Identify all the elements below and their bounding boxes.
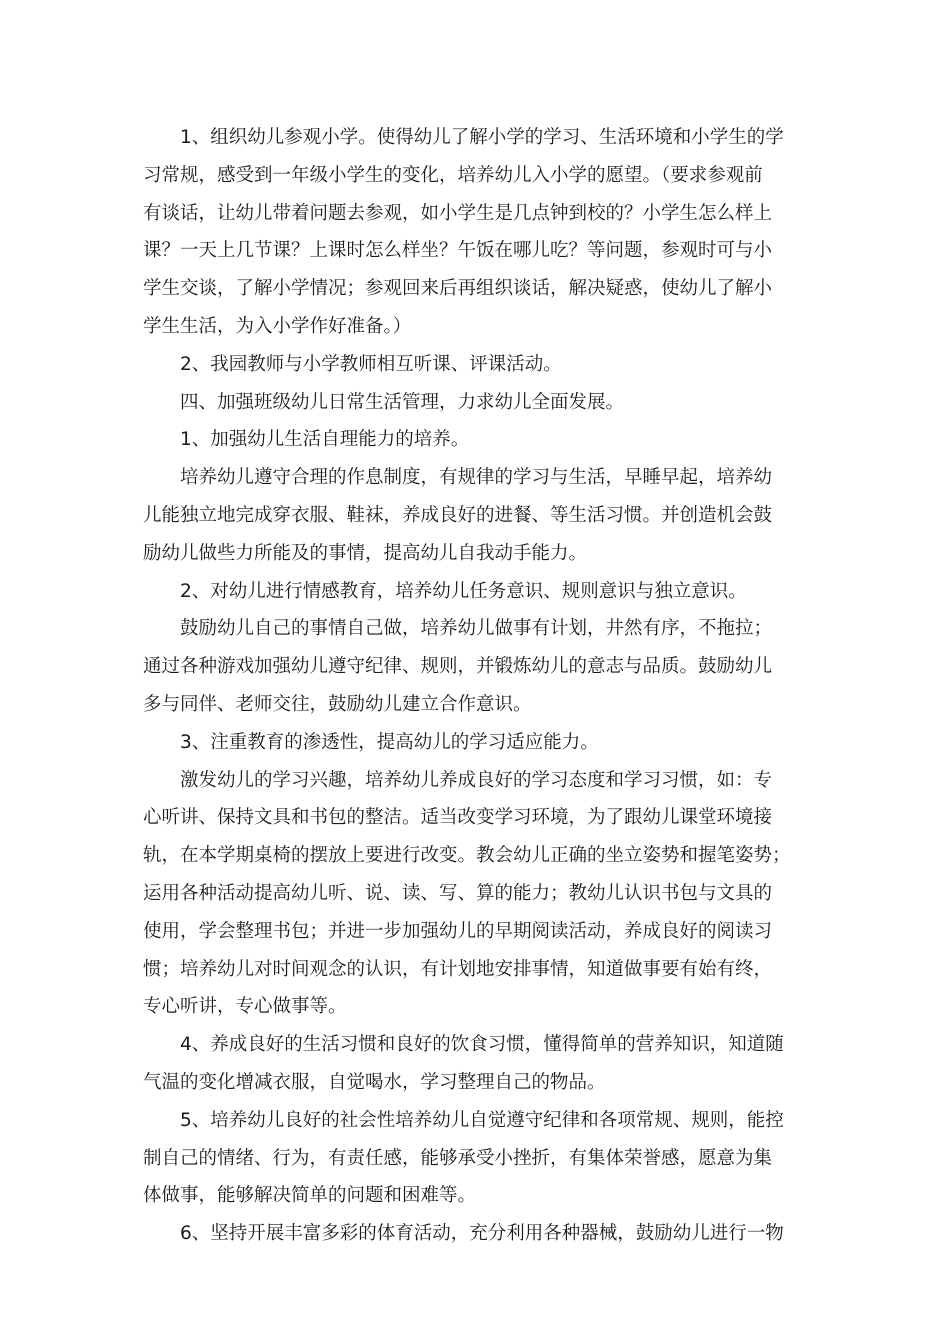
subheading: 2、对幼儿进行情感教育，培养幼儿任务意识、规则意识与独立意识。 xyxy=(180,580,747,602)
paragraph-line: 使用，学会整理书包；并进一步加强幼儿的早期阅读活动，养成良好的阅读习 xyxy=(143,920,773,942)
paragraph-line: 通过各种游戏加强幼儿遵守纪律、规则，并锻炼幼儿的意志与品质。鼓励幼儿 xyxy=(143,656,773,678)
paragraph-line: 2、我园教师与小学教师相互听课、评课活动。 xyxy=(180,353,562,375)
paragraph-line: 学生生活，为入小学作好准备。） xyxy=(143,315,412,337)
paragraph-line: 习常规，感受到一年级小学生的变化，培养幼儿入小学的愿望。（要求参观前 xyxy=(143,164,763,186)
paragraph-line: 培养幼儿遵守合理的作息制度，有规律的学习与生活，早睡早起，培养幼 xyxy=(180,467,773,489)
paragraph-line: 体做事，能够解决简单的问题和困难等。 xyxy=(143,1185,477,1207)
paragraph-line: 4、养成良好的生活习惯和良好的饮食习惯，懂得简单的营养知识，知道随 xyxy=(180,1034,784,1056)
paragraph-line: 多与同伴、老师交往，鼓励幼儿建立合作意识。 xyxy=(143,693,532,715)
paragraph-line: 制自己的情绪、行为，有责任感，能够承受小挫折，有集体荣誉感，愿意为集 xyxy=(143,1147,773,1169)
paragraph-line: 5、培养幼儿良好的社会性培养幼儿自觉遵守纪律和各项常规、规则，能控 xyxy=(180,1109,784,1131)
paragraph-line: 儿能独立地完成穿衣服、鞋袜，养成良好的进餐、等生活习惯。并创造机会鼓 xyxy=(143,504,773,526)
section-heading: 四、加强班级幼儿日常生活管理，力求幼儿全面发展。 xyxy=(180,391,625,413)
paragraph-line: 轨，在本学期桌椅的摆放上要进行改变。教会幼儿正确的坐立姿势和握笔姿势； xyxy=(143,845,791,867)
document-body xyxy=(143,119,813,1253)
paragraph-line: 鼓励幼儿自己的事情自己做，培养幼儿做事有计划，井然有序，不拖拉； xyxy=(180,618,773,640)
paragraph-line: 激发幼儿的学习兴趣，培养幼儿养成良好的学习态度和学习习惯，如：专 xyxy=(180,769,773,791)
paragraph-line: 有谈话，让幼儿带着问题去参观，如小学生是几点钟到校的？小学生怎么样上 xyxy=(143,202,773,224)
paragraph-line: 励幼儿做些力所能及的事情，提高幼儿自我动手能力。 xyxy=(143,542,588,564)
subheading: 3、注重教育的渗透性，提高幼儿的学习适应能力。 xyxy=(180,731,599,753)
paragraph-line: 课？一天上几节课？上课时怎么样坐？午饭在哪儿吃？等问题，参观时可与小 xyxy=(143,240,773,262)
paragraph-line: 6、坚持开展丰富多彩的体育活动，充分利用各种器械，鼓励幼儿进行一物 xyxy=(180,1223,784,1245)
paragraph-line: 心听讲、保持文具和书包的整洁。适当改变学习环境，为了跟幼儿课堂环境接 xyxy=(143,807,773,829)
paragraph-line: 专心听讲，专心做事等。 xyxy=(143,996,347,1018)
paragraph-line: 运用各种活动提高幼儿听、说、读、写、算的能力；教幼儿认识书包与文具的 xyxy=(143,882,773,904)
paragraph-line: 1、组织幼儿参观小学。使得幼儿了解小学的学习、生活环境和小学生的学 xyxy=(180,127,784,148)
subheading: 1、加强幼儿生活自理能力的培养。 xyxy=(180,429,470,451)
paragraph-line: 气温的变化增减衣服，自觉喝水，学习整理自己的物品。 xyxy=(143,1071,606,1093)
paragraph-line: 惯；培养幼儿对时间观念的认识，有计划地安排事情，知道做事要有始有终， xyxy=(143,958,773,980)
paragraph-line: 学生交谈，了解小学情况；参观回来后再组织谈话，解决疑惑，使幼儿了解小 xyxy=(143,278,773,300)
